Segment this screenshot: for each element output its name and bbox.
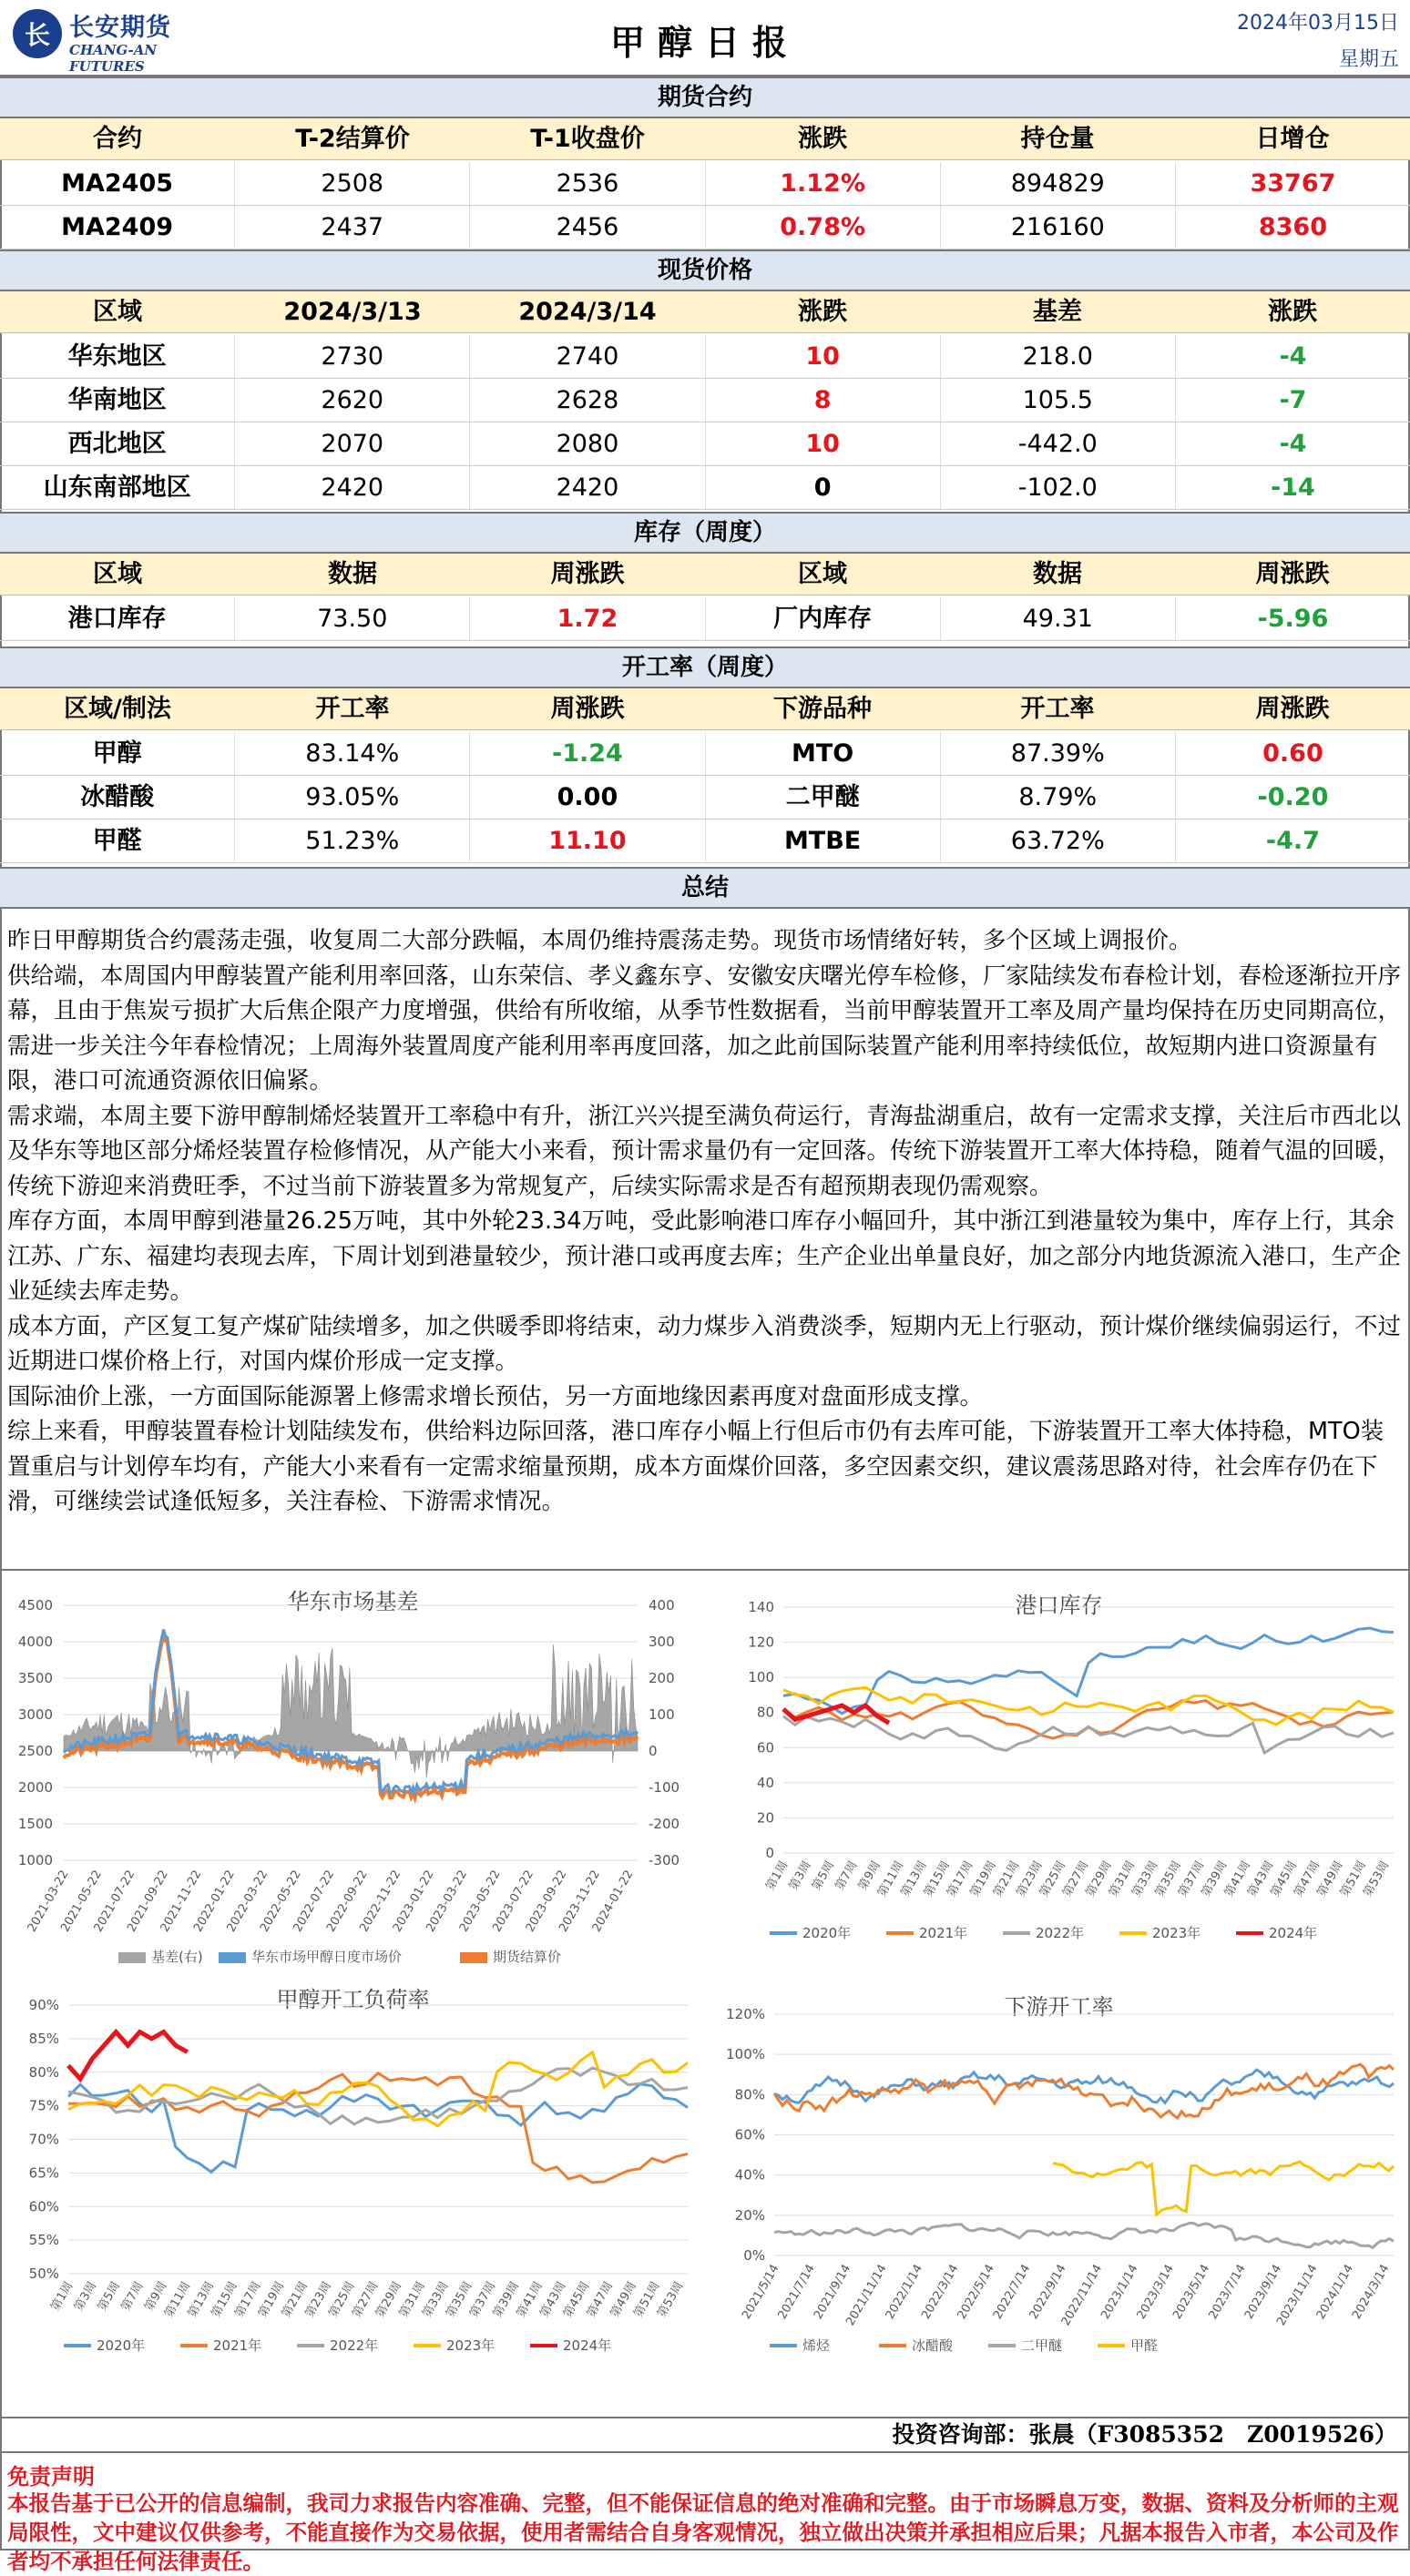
col-header: 开工率 xyxy=(315,695,390,723)
y-tick-label: 20% xyxy=(734,2206,765,2224)
x-tick-label: 第41周 xyxy=(1221,1858,1254,1899)
chart-title: 港口库存 xyxy=(1015,1593,1103,1618)
contract-cell: MA2409 xyxy=(0,206,235,249)
legend-label: 华东市场甲醇日度市场价 xyxy=(251,1949,403,1965)
table-cell: 2740 xyxy=(470,335,705,378)
report-weekday: 星期五 xyxy=(1338,48,1399,71)
table-cell: 2730 xyxy=(235,335,470,378)
y-tick-label: 90% xyxy=(28,1997,59,2013)
table-cell: 87.39% xyxy=(941,732,1176,775)
summary-paragraph: 供给端，本周国内甲醇装置产能利用率回落，山东荣信、孝义鑫东亨、安徽安庆曙光停车检修，厂家陆续发布春检计划，春检逐渐拉开序幕，且由于焦炭亏损扩大后焦企限产力度增强，供给有所收缩，从季节性数据看，当前甲醇装置开工率及周产量均保持在历史同期高位，需进一步关注今年春检情况；上周海外装置周度产能利用率再度回落，加之此前国际装置产能利用率持续低位，故短期内进口资源量有限，港口可流通资源依旧偏紧。 xyxy=(7,962,1402,1095)
basis-chart-svg xyxy=(9,1580,697,1980)
downstream-rate-chart xyxy=(715,1978,1403,2383)
table-row xyxy=(0,776,1410,820)
table-cell: 2508 xyxy=(235,162,470,205)
y-tick-label: 70% xyxy=(28,2131,59,2148)
x-tick-label: 第1周 xyxy=(48,2279,77,2314)
y-tick-label: 4000 xyxy=(17,1634,53,1650)
table-cell: 2070 xyxy=(235,423,470,465)
product-cell: 甲醇 xyxy=(0,732,235,775)
table-row xyxy=(0,162,1410,206)
change-cell: 8 xyxy=(706,379,941,422)
y-tick-label: 200 xyxy=(649,1670,675,1686)
legend-label: 2023年 xyxy=(446,2337,496,2354)
table-cell: 51.23% xyxy=(235,820,470,862)
x-tick-label: 第13周 xyxy=(185,2279,218,2320)
x-tick-label: 第53周 xyxy=(1361,1858,1393,1899)
col-header: 周涨跌 xyxy=(1255,695,1330,723)
table-cell: 93.05% xyxy=(235,776,470,819)
x-tick-label: 第45周 xyxy=(561,2279,593,2320)
x-tick-label: 2021-05-22 xyxy=(58,1868,105,1935)
y-tick-label: 75% xyxy=(28,2097,59,2114)
region-cell: 西北地区 xyxy=(0,423,235,465)
table-row xyxy=(0,597,1410,641)
report-title: 甲醇日报 xyxy=(609,23,800,63)
change-cell: -4.7 xyxy=(1265,827,1320,855)
y-tick-label: 4500 xyxy=(17,1597,53,1614)
x-tick-label: 第33周 xyxy=(420,2279,452,2320)
futures-section-title: 期货合约 xyxy=(0,76,1410,118)
y-tick-label: 3500 xyxy=(17,1670,53,1686)
product-cell: 二甲醚 xyxy=(706,776,941,819)
table-row xyxy=(0,732,1410,776)
y-tick-label: 140 xyxy=(748,1599,774,1615)
x-tick-label: 2022-03-22 xyxy=(224,1868,271,1935)
table-row xyxy=(0,335,1410,379)
legend-label: 2024年 xyxy=(563,2337,612,2354)
legend-swatch xyxy=(460,1952,487,1963)
x-tick-label: 2023-09-22 xyxy=(523,1868,570,1935)
legend-label: 2020年 xyxy=(802,1925,852,1941)
x-tick-label: 2022/1/14 xyxy=(883,2262,926,2322)
x-tick-label: 2024-01-22 xyxy=(589,1868,637,1935)
x-tick-label: 第15周 xyxy=(921,1858,954,1899)
y-tick-label: 100 xyxy=(649,1706,675,1723)
x-tick-label: 第7周 xyxy=(833,1858,861,1893)
x-tick-label: 2023/7/14 xyxy=(1206,2262,1249,2322)
table-cell: 2536 xyxy=(470,162,705,205)
port-chart-svg xyxy=(715,1580,1403,1980)
x-tick-label: 2023-05-22 xyxy=(456,1868,504,1935)
legend-label: 2021年 xyxy=(213,2337,262,2354)
x-tick-label: 2021-07-22 xyxy=(91,1868,138,1935)
series-line-2020年 xyxy=(783,1628,1394,1714)
y-tick-label: 120 xyxy=(748,1634,774,1651)
col-header: 周涨跌 xyxy=(550,695,625,723)
table-cell: 73.50 xyxy=(235,597,470,640)
legend-swatch xyxy=(118,1952,146,1963)
chart-title: 华东市场基差 xyxy=(287,1589,419,1614)
y-tick-label: 1500 xyxy=(17,1816,53,1832)
col-header: 2024/3/14 xyxy=(518,298,657,326)
x-tick-label: 2023-03-22 xyxy=(424,1868,471,1935)
series-line-2023年 xyxy=(68,2052,688,2126)
x-tick-label: 第11周 xyxy=(875,1858,907,1899)
col-header: 2024/3/13 xyxy=(283,298,422,326)
inventory-table-header xyxy=(0,554,1410,596)
summary-paragraph: 综上来看，甲醇装置春检计划陆续发布，供给料边际回落，港口库存小幅上行但后市仍有去库可能，下游装置开工率大体持稳，MTO装置重启与计划停车均有，产能大小来看有一定需求缩量预期，成本方面煤价回落，多空因素交织，建议震荡思路对待，社会库存仍在下滑，可继续尝试逢低短多，关注春检、下游需求情况。 xyxy=(7,1418,1384,1515)
y-tick-label: 120% xyxy=(726,2006,765,2022)
summary-section-title: 总结 xyxy=(0,867,1410,909)
x-tick-label: 2023-01-22 xyxy=(390,1868,437,1935)
table-cell: 2628 xyxy=(470,379,705,422)
table-cell: 83.14% xyxy=(235,732,470,775)
col-header: 区域 xyxy=(93,560,142,588)
x-tick-label: 2022/7/14 xyxy=(991,2262,1034,2322)
x-tick-label: 2023-07-22 xyxy=(490,1868,537,1935)
table-cell: 49.31 xyxy=(941,597,1176,640)
y-tick-label: 300 xyxy=(649,1634,675,1650)
y-tick-label: 100% xyxy=(726,2046,765,2063)
col-header: 涨跌 xyxy=(1268,298,1317,326)
spot-section-title: 现货价格 xyxy=(0,249,1410,291)
table-cell: 2620 xyxy=(235,379,470,422)
series-line-2020年 xyxy=(68,2084,688,2173)
y-tick-label: 0 xyxy=(765,1845,774,1861)
x-tick-label: 第33周 xyxy=(1129,1858,1161,1899)
methanol-rate-svg xyxy=(9,1978,697,2383)
change-cell: 0.00 xyxy=(470,776,705,819)
x-tick-label: 第25周 xyxy=(1037,1858,1069,1899)
table-row xyxy=(0,423,1410,466)
company-name-en: CHANG-AN FUTURES xyxy=(69,42,158,75)
series-line-2023年 xyxy=(783,1687,1394,1725)
table-cell: 894829 xyxy=(941,162,1176,205)
contract-cell: MA2405 xyxy=(0,162,235,205)
report-header xyxy=(0,0,1410,76)
oi-change-cell: 33767 xyxy=(1250,169,1336,198)
basis-area-series xyxy=(64,1644,638,1777)
basis-cell: 218.0 xyxy=(941,335,1176,378)
x-tick-label: 2021/9/14 xyxy=(811,2262,854,2322)
x-tick-label: 第35周 xyxy=(1152,1858,1185,1899)
y-tick-label: 100 xyxy=(748,1669,774,1686)
x-tick-label: 2021/5/14 xyxy=(740,2262,782,2322)
legend-label: 期货结算价 xyxy=(493,1949,562,1965)
y-tick-label: 0% xyxy=(743,2247,765,2264)
x-tick-label: 2021/7/14 xyxy=(775,2262,818,2322)
x-tick-label: 第45周 xyxy=(1268,1858,1300,1899)
col-header: 周涨跌 xyxy=(550,560,625,588)
charts-divider xyxy=(0,1569,1410,1571)
summary-paragraph: 需求端，本周主要下游甲醇制烯烃装置开工率稳中有升，浙江兴兴提至满负荷运行，青海盐湖重启，故有一定需求支撑，关注后市西北以及华东等地区部分烯烃装置存检修情况，从产能大小来看，预计需求量仍有一定回落。传统下游装置开工率大体持稳，随着气温的回暖，传统下游迎来消费旺季，不过当前下游装置多为常规复产，后续实际需求是否有超预期表现仍需观察。 xyxy=(7,1102,1402,1200)
table-cell: 2420 xyxy=(470,466,705,509)
summary-paragraph: 国际油价上涨，一方面国际能源署上修需求增长预估，另一方面地缘因素再度对盘面形成支撑。 xyxy=(7,1382,984,1410)
x-tick-label: 第17周 xyxy=(232,2279,264,2320)
product-cell: MTBE xyxy=(706,820,941,862)
y-tick-label: -300 xyxy=(649,1852,680,1868)
product-cell: 甲醛 xyxy=(0,820,235,862)
region-cell: 港口库存 xyxy=(0,597,235,640)
downstream-rate-svg xyxy=(715,1978,1403,2383)
x-tick-label: 第23周 xyxy=(302,2279,334,2320)
x-tick-label: 第5周 xyxy=(810,1858,838,1893)
x-tick-label: 第49周 xyxy=(608,2279,639,2320)
region-cell: 厂内库存 xyxy=(706,597,941,640)
col-header: 日增仓 xyxy=(1255,125,1330,153)
col-header: 区域/制法 xyxy=(64,695,171,723)
x-tick-label: 第13周 xyxy=(898,1858,930,1899)
x-tick-label: 第53周 xyxy=(655,2279,687,2320)
y-tick-label: 2500 xyxy=(17,1743,53,1759)
col-header: 基差 xyxy=(1033,298,1082,326)
x-tick-label: 第31周 xyxy=(396,2279,429,2320)
change-cell: 0.78% xyxy=(706,206,941,249)
col-header: 数据 xyxy=(1033,560,1082,588)
x-tick-label: 2023/1/14 xyxy=(1098,2262,1141,2322)
operating-table-header xyxy=(0,688,1410,730)
product-cell: 冰醋酸 xyxy=(0,776,235,819)
x-tick-label: 2024/1/14 xyxy=(1313,2262,1357,2322)
col-header: 区域 xyxy=(798,560,847,588)
col-header: 周涨跌 xyxy=(1255,560,1330,588)
y-tick-label: 80 xyxy=(756,1704,774,1721)
x-tick-label: 第43周 xyxy=(1245,1858,1277,1899)
x-tick-label: 第19周 xyxy=(967,1858,999,1899)
table-cell: 2420 xyxy=(235,466,470,509)
y-tick-label: 400 xyxy=(649,1597,675,1614)
y-tick-label: 1000 xyxy=(17,1852,53,1868)
x-tick-label: 第15周 xyxy=(209,2279,240,2320)
summary-paragraph: 库存方面，本周甲醇到港量26.25万吨，其中外轮23.34万吨，受此影响港口库存小幅回升，其中浙江到港量较为集中，库存上行，其余江苏、广东、福建均表现去库，下周计划到港量较少，预计港口或再度去库；生产企业出单量良好，加之部分内地货源流入港口，生产企业延续去库走势。 xyxy=(7,1207,1402,1305)
x-tick-label: 2022/9/14 xyxy=(1027,2262,1069,2322)
x-tick-label: 第39周 xyxy=(1199,1858,1231,1899)
x-tick-label: 2022/3/14 xyxy=(919,2262,962,2322)
series-line-2021年 xyxy=(68,2073,688,2183)
x-tick-label: 第39周 xyxy=(490,2279,523,2320)
basis-cell: -102.0 xyxy=(941,466,1176,509)
legend-label: 基差(右) xyxy=(151,1949,203,1965)
change-cell: -1.24 xyxy=(470,732,705,775)
summary-paragraph: 昨日甲醇期货合约震荡走强，收复周二大部分跌幅，本周仍维持震荡走势。现货市场情绪好转，多个区域上调报价。 xyxy=(7,927,1192,954)
x-tick-label: 2021-09-22 xyxy=(125,1868,171,1935)
y-tick-label: 40% xyxy=(734,2166,765,2184)
futures-table-header xyxy=(0,118,1410,160)
col-header: 涨跌 xyxy=(798,298,847,326)
series-line-2022年 xyxy=(68,2068,688,2124)
x-tick-label: 第43周 xyxy=(537,2279,569,2320)
x-tick-label: 2023/9/14 xyxy=(1241,2262,1285,2322)
x-tick-label: 第21周 xyxy=(991,1858,1023,1899)
series-line-烯烃 xyxy=(774,2070,1394,2103)
x-tick-label: 第19周 xyxy=(256,2279,288,2320)
y-tick-label: 0 xyxy=(649,1743,658,1759)
table-cell: 2080 xyxy=(470,423,705,465)
basis-cell: -442.0 xyxy=(941,423,1176,465)
x-tick-label: 第5周 xyxy=(95,2279,124,2314)
x-tick-label: 2023-11-22 xyxy=(557,1868,603,1935)
disclaimer-text: 本报告基于已公开的信息编制，我司力求报告内容准确、完整，但不能保证信息的绝对准确和完整。由于市场瞬息万变，数据、资料及分析师的主观局限性，文中建议仅供参考，不能直接作为交易依据，使用者需结合自身客观情况，独立做出决策并承担相应后果；凡据本报告入市者，本公司及作者均不承担任何法律责任。 xyxy=(7,2490,1399,2574)
x-tick-label: 第47周 xyxy=(584,2279,617,2320)
basis-change-cell: -14 xyxy=(1271,473,1315,502)
company-name-cn: 长安期货 xyxy=(69,14,171,42)
region-cell: 华南地区 xyxy=(0,379,235,422)
col-header: T-1收盘价 xyxy=(530,125,645,153)
legend-label: 2022年 xyxy=(1036,1925,1085,1941)
table-cell: 63.72% xyxy=(941,820,1176,862)
change-cell: 1.12% xyxy=(706,162,941,205)
x-tick-label: 2022-07-22 xyxy=(291,1868,338,1935)
x-tick-label: 2023/11/14 xyxy=(1274,2262,1321,2328)
x-tick-label: 第29周 xyxy=(373,2279,405,2320)
x-tick-label: 第35周 xyxy=(444,2279,475,2320)
change-cell: -0.20 xyxy=(1257,783,1329,811)
y-tick-label: 65% xyxy=(28,2164,59,2182)
x-tick-label: 2023/3/14 xyxy=(1134,2262,1177,2322)
y-tick-label: 80% xyxy=(734,2086,765,2103)
x-tick-label: 第7周 xyxy=(118,2279,147,2314)
x-tick-label: 2021-03-22 xyxy=(25,1868,72,1935)
x-tick-label: 2023/5/14 xyxy=(1170,2262,1213,2322)
x-tick-label: 第37周 xyxy=(1176,1858,1208,1899)
inventory-section-title: 库存（周度） xyxy=(0,512,1410,554)
x-tick-label: 第3周 xyxy=(786,1858,814,1893)
x-tick-label: 2022-09-22 xyxy=(323,1868,371,1935)
y-tick-label: 80% xyxy=(28,2063,59,2081)
summary-text xyxy=(7,923,1401,1520)
change-cell: -5.96 xyxy=(1257,605,1329,633)
legend-label: 2023年 xyxy=(1152,1925,1201,1941)
x-tick-label: 第51周 xyxy=(1337,1858,1370,1899)
x-tick-label: 2021-11-22 xyxy=(158,1868,205,1935)
col-header: 涨跌 xyxy=(798,125,847,153)
x-tick-label: 第11周 xyxy=(162,2279,194,2320)
y-tick-label: 55% xyxy=(28,2232,59,2249)
col-header: 区域 xyxy=(93,298,142,326)
table-cell: 2456 xyxy=(470,206,705,249)
disclaimer-title: 免责声明 xyxy=(7,2464,95,2489)
x-tick-label: 2022-11-22 xyxy=(357,1868,404,1935)
col-header: 合约 xyxy=(93,125,142,153)
legend-label: 二甲醚 xyxy=(1021,2337,1063,2354)
table-cell: 8.79% xyxy=(941,776,1176,819)
region-cell: 华东地区 xyxy=(0,335,235,378)
y-tick-label: 50% xyxy=(28,2265,59,2282)
basis-change-cell: -4 xyxy=(1279,430,1307,458)
table-row xyxy=(0,379,1410,423)
x-tick-label: 第37周 xyxy=(467,2279,499,2320)
x-tick-label: 第27周 xyxy=(350,2279,382,2320)
x-tick-label: 第17周 xyxy=(945,1858,976,1899)
methanol-rate-chart xyxy=(9,1978,697,2383)
col-header: 数据 xyxy=(328,560,377,588)
y-tick-label: 40 xyxy=(756,1774,774,1791)
change-cell: 10 xyxy=(706,423,941,465)
y-tick-label: 85% xyxy=(28,2030,59,2047)
col-header: 开工率 xyxy=(1020,695,1095,723)
summary-paragraph: 成本方面，产区复工复产煤矿陆续增多，加之供暖季即将结束，动力煤步入消费淡季，短期内无上行驱动，预计煤价继续偏弱运行，不过近期进口煤价格上行，对国内煤价形成一定支撑。 xyxy=(7,1312,1402,1375)
chart-title: 甲醇开工负荷率 xyxy=(276,1987,430,2012)
change-cell: 0 xyxy=(706,466,941,509)
x-tick-label: 2022/5/14 xyxy=(955,2262,997,2322)
product-cell: MTO xyxy=(706,732,941,775)
x-tick-label: 第41周 xyxy=(514,2279,546,2320)
y-tick-label: -200 xyxy=(649,1816,680,1832)
region-cell: 山东南部地区 xyxy=(0,466,235,509)
operating-section-title: 开工率（周度） xyxy=(0,647,1410,688)
port-inventory-chart xyxy=(715,1580,1403,1980)
legend-swatch xyxy=(219,1952,246,1963)
change-cell: 0.60 xyxy=(1262,739,1323,768)
legend-label: 2024年 xyxy=(1269,1925,1318,1941)
chart-title: 下游开工率 xyxy=(1004,1994,1114,2020)
change-cell: 10 xyxy=(706,335,941,378)
x-tick-label: 第27周 xyxy=(1060,1858,1092,1899)
x-tick-label: 第23周 xyxy=(1014,1858,1046,1899)
y-tick-label: 3000 xyxy=(17,1706,53,1723)
table-row xyxy=(0,206,1410,249)
x-tick-label: 2022-01-22 xyxy=(191,1868,238,1935)
legend-label: 甲醛 xyxy=(1130,2337,1159,2354)
x-tick-label: 第9周 xyxy=(855,1858,884,1893)
x-tick-label: 2024/3/14 xyxy=(1350,2262,1393,2322)
basis-chart xyxy=(9,1580,697,1980)
advisor-info: 投资咨询部：张晨（F3085352 Z0019526） xyxy=(0,2417,1410,2453)
x-tick-label: 2022/11/14 xyxy=(1058,2262,1106,2328)
y-tick-label: 60% xyxy=(734,2126,765,2143)
y-tick-label: 60 xyxy=(756,1739,774,1756)
basis-change-cell: -7 xyxy=(1279,386,1307,414)
col-header: T-2结算价 xyxy=(295,125,410,153)
oi-change-cell: 8360 xyxy=(1258,213,1328,241)
report-date: 2024年03月15日 xyxy=(1237,12,1399,35)
y-tick-label: -100 xyxy=(649,1779,680,1796)
basis-change-cell: -4 xyxy=(1279,342,1307,371)
x-tick-label: 第9周 xyxy=(142,2279,170,2314)
x-tick-label: 2022-05-22 xyxy=(257,1868,304,1935)
x-tick-label: 第3周 xyxy=(72,2279,100,2314)
table-cell: 216160 xyxy=(941,206,1176,249)
legend-label: 烯烃 xyxy=(802,2337,831,2354)
y-tick-label: 60% xyxy=(28,2198,59,2215)
table-cell: 2437 xyxy=(235,206,470,249)
basis-cell: 105.5 xyxy=(941,379,1176,422)
legend-label: 2021年 xyxy=(919,1925,968,1941)
legend-label: 冰醋酸 xyxy=(912,2337,954,2354)
col-header: 持仓量 xyxy=(1020,125,1095,153)
y-tick-label: 2000 xyxy=(17,1779,53,1796)
change-cell: 11.10 xyxy=(470,820,705,862)
x-tick-label: 第49周 xyxy=(1314,1858,1346,1899)
x-tick-label: 第51周 xyxy=(631,2279,663,2320)
spot-table-header xyxy=(0,291,1410,333)
x-tick-label: 2021/11/14 xyxy=(843,2262,890,2328)
x-tick-label: 第29周 xyxy=(1083,1858,1115,1899)
y-tick-label: 20 xyxy=(756,1809,774,1827)
series-line-甲醛 xyxy=(1053,2162,1394,2215)
x-tick-label: 第1周 xyxy=(763,1858,792,1893)
legend-label: 2022年 xyxy=(330,2337,379,2354)
logo-emblem-icon: 长 xyxy=(13,9,62,58)
change-cell: 1.72 xyxy=(470,597,705,640)
legend-label: 2020年 xyxy=(97,2337,146,2354)
col-header: 下游品种 xyxy=(773,695,872,723)
x-tick-label: 第47周 xyxy=(1292,1858,1323,1899)
series-line-二甲醚 xyxy=(774,2223,1394,2247)
x-tick-label: 第31周 xyxy=(1106,1858,1139,1899)
table-row xyxy=(0,820,1410,863)
x-tick-label: 第21周 xyxy=(279,2279,312,2320)
x-tick-label: 第25周 xyxy=(326,2279,358,2320)
table-row xyxy=(0,466,1410,510)
